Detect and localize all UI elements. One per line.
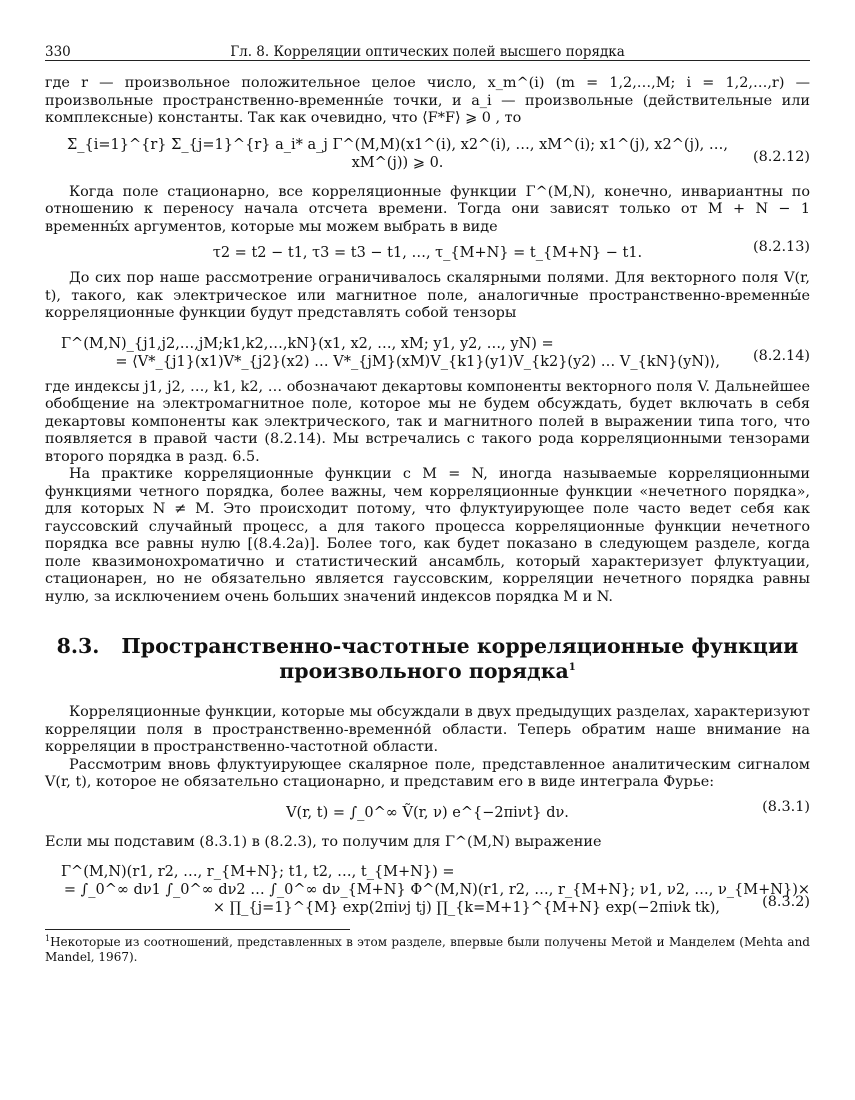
paragraph-5: На практике корреляционные функции с M = N, иногда называемые корреляционными функциями четного порядка, более важны, чем корреляционные функции «нечетного порядка», для которых N ≠ M. Это происходит потому, что флуктуирующее поле часто ведет себя как гауссовский случайный процесс, а для такого процесса корреляционные функции нечетного порядка все равны нулю [(8.4.2a)]. Более того, как будет показано в следующем разделе, когда поле квазимонохроматично и статистический ансамбль, который характеризует флуктуации, стационарен, но не обязательно является гауссовским, корреляции нечетного порядка равны нулю, за исключением очень больших значений индексов порядка M и N. [45, 466, 810, 605]
paragraph-3: До сих пор наше рассмотрение ограничивалось скалярными полями. Для векторного поля V(r, t), такого, как электрическое или магнитное поле, аналогичные пространственно-временны́е корреляционные функции будут представлять собой тензоры [45, 270, 810, 321]
paragraph-1: где r — произвольное положительное целое число, x_m^(i) (m = 1,2,…,M; i = 1,2,…,r) — произвольные пространственно-временны́е точки, и a_i — произвольные (действительные или комплексные) константы. Так как очевидно, что ⟨F*F⟩ ⩾ 0 , то [45, 75, 810, 126]
equation-line-1: Γ^(M,N)(r1, r2, …, r_{M+N}; t1, t2, …, t_{M+N}) = [61, 864, 455, 880]
section-title-line-2: произвольного порядка [279, 659, 569, 683]
page-number: 330 [45, 44, 71, 60]
paragraph-6: Корреляционные функции, которые мы обсуждали в двух предыдущих разделах, характеризуют корреляции поля в пространственно-временно́й области. Теперь обратим наше внимание на корреляции в пространственно-частотной области. [45, 704, 810, 755]
paragraph-8: Если мы подставим (8.3.1) в (8.2.3), то получим для Γ^(M,N) выражение [45, 833, 602, 850]
running-head [45, 40, 810, 61]
paragraph-2: Когда поле стационарно, все корреляционные функции Γ^(M,N), конечно, инвариантны по отношению к переносу начала отсчета времени. Тогда они зависят только от M + N − 1 временны́х аргументов, которые мы можем выбрать в виде [45, 183, 810, 235]
equation-8-2-14 [45, 335, 810, 371]
section-heading [45, 634, 810, 684]
equation-8-2-12 [45, 136, 810, 172]
equation-body: Σ_{i=1}^{r} Σ_{j=1}^{r} a_i* a_j Γ^(M,M)(x1^(i), x2^(i), …, xM^(i); x1^(j), x2^(j), …, xM^(j)) ⩾ 0. [67, 136, 728, 171]
footnote-mark: 1 [45, 934, 51, 943]
section-number: 8.3. [56, 634, 100, 658]
equation-line-2: = ∫_0^∞ dν1 ∫_0^∞ dν2 … ∫_0^∞ dν_{M+N} Φ^(M,N)(r1, r2, …, r_{M+N}; ν1, ν2, …, ν_{M+N})× [63, 882, 810, 898]
equation-line-3: × ∏_{j=1}^{M} exp(2πiνj tj) ∏_{k=M+1}^{M+N} exp(−2πiνk tk), [212, 900, 720, 916]
equation-number: (8.3.2) [762, 894, 810, 910]
equation-body: τ2 = t2 − t1, τ3 = t3 − t1, …, τ_{M+N} = t_{M+N} − t1. [212, 245, 643, 261]
paragraph-4: где индексы j1, j2, …, k1, k2, … обозначают декартовы компоненты векторного поля V. Дальнейшее обобщение на электромагнитное поле, которое мы не будем обсуждать, будет включать в себя декартовы компоненты как электрического, так и магнитного полей в выражении типа того, что появляется в правой части (8.2.14). Мы встречались с такого рода корреляционными тензорами второго порядка в разд. 6.5. [45, 378, 810, 465]
equation-8-3-2 [45, 863, 810, 917]
footnote-marker: 1 [568, 662, 576, 674]
equation-number: (8.2.13) [752, 239, 810, 255]
running-title: Гл. 8. Корреляции оптических полей высшего порядка [230, 44, 625, 60]
equation-number: (8.2.12) [752, 148, 810, 165]
equation-number: (8.3.1) [762, 798, 810, 815]
equation-number: (8.2.14) [752, 347, 810, 364]
equation-line-2: = ⟨V*_{j1}(x1)V*_{j2}(x2) … V*_{jM}(xM)V_{k1}(y1)V_{k2}(y2) … V_{kN}(yN)⟩, [115, 353, 720, 370]
equation-line-1: Γ^(M,N)_{j1,j2,…,jM;k1,k2,…,kN}(x1, x2, …, xM; y1, y2, …, yN) = [61, 335, 554, 352]
footnote [45, 935, 810, 965]
equation-8-3-1 [45, 798, 810, 822]
footnote-text: Некоторые из соотношений, представленных в этом разделе, впервые были получены Метой и Манделем (Mehta and Mandel, 1967). [45, 935, 810, 964]
equation-body: V(r, t) = ∫_0^∞ Ṽ(r, ν) e^{−2πiνt} dν. [286, 804, 569, 821]
paragraph-7: Рассмотрим вновь флуктуирующее скалярное поле, представленное аналитическим сигналом V(r, t), которое не обязательно стационарно, и представим его в виде интеграла Фурье: [45, 756, 810, 790]
footnote-rule [45, 929, 350, 930]
equation-8-2-13 [45, 239, 810, 262]
section-title-line-1: Пространственно-частотные корреляционные функции [121, 634, 799, 658]
